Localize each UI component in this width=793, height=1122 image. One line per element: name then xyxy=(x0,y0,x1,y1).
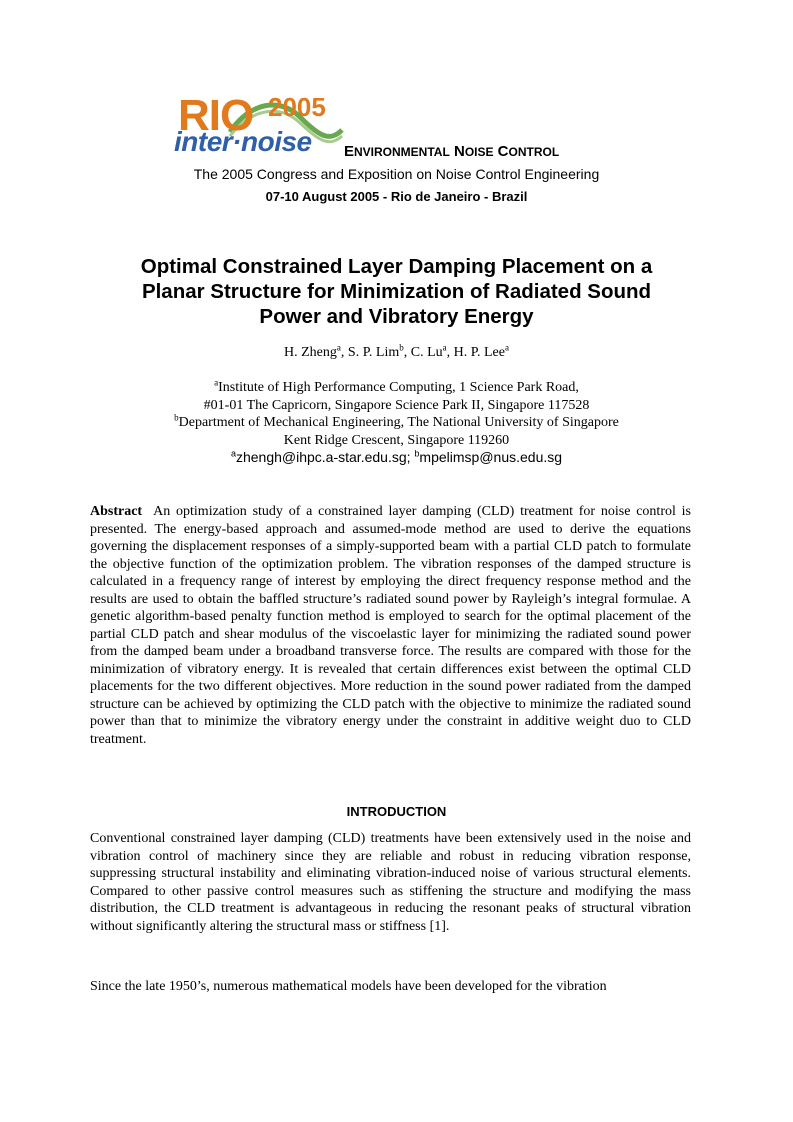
author-list: H. Zheng$^a$, S. P. Lim$^b$, C. Lu$^a$, H. P. Lee$^a$ xyxy=(284,342,509,360)
conference-theme xyxy=(344,143,559,160)
affiliation-a-line2: #01-01 The Capricorn, Singapore Science Park II, Singapore 117528 xyxy=(203,397,590,413)
title-line: Power and Vibratory Energy xyxy=(259,305,534,328)
logo-internoise-text: inter·noise xyxy=(174,126,312,157)
email-sup: b xyxy=(414,448,420,459)
internoise-2005-logo xyxy=(170,92,345,162)
congress-subtitle: The 2005 Congress and Exposition on Noise Control Engineering xyxy=(193,166,600,182)
affil-text: Institute of High Performance Computing, 1 Science Park Road, xyxy=(218,380,579,395)
author-affil-sup: a xyxy=(336,342,341,353)
affiliation-b-line2: Kent Ridge Crescent, Singapore 119260 xyxy=(283,432,510,448)
email-a[interactable]: zhengh@ihpc.a-star.edu.sg; xyxy=(235,449,411,465)
affiliations xyxy=(0,379,793,467)
intro-paragraph-1: Conventional constrained layer damping (CLD) treatments have been extensively used in the noise and vibration control of machinery since they are reliable and robust in reducing vibration response, suppressing structural instability and eliminating vibration-induced noise of various structural elements. Compared to other passive control measures such as stiffening the structure and modifying the mass distribution, the CLD treatment is advantageous in reducing the resonant peaks of structural vibration without significantly altering the structural mass or stiffness [1]. xyxy=(90,831,691,934)
theme-word3-initial: C xyxy=(497,143,509,160)
theme-word2-rest: OISE xyxy=(464,145,494,159)
logo-rio-text: RIO xyxy=(178,91,254,140)
abstract xyxy=(90,503,691,748)
theme-word1-rest: NVIRONMENTAL xyxy=(354,145,450,159)
abstract-label: Abstract xyxy=(90,504,143,519)
theme-word3-rest: ONTROL xyxy=(508,145,560,159)
title-line: Planar Structure for Minimization of Radiated Sound xyxy=(141,280,652,303)
author-affil-sup: b xyxy=(399,342,404,353)
author-affil-sup: a xyxy=(504,342,509,353)
abstract-text: An optimization study of a constrained layer damping (CLD) treatment for noise control is presented. The energy-based approach and assumed-mode method are used to derive the equations governing the displacement responses of a simply-supported beam with a partial CLD patch to formulate the objective function of the optimization problem. The vibration responses of the damped structure is calculated in a frequency range of interest by employing the direct frequency response method and the results are used to obtain the baffled structure’s radiated sound power by Rayleigh’s integral formulae. A genetic algorithm-based penalty function method is employed to search for the optimal placement of the partial CLD patch and shear modulus of the viscoelastic layer for minimizing the radiated sound power from the damped beam under a broadband transverse force. The results are compared with those for the minimization of vibratory energy. It is revealed that certain differences exist between the optimal CLD placements for the two different objectives. More reduction in the sound power radiated from the damped structure can be achieved by optimizing the CLD patch with the objective to minimize the radiated sound power than that to minimize the vibratory energy under the constraint in additive weight duo to CLD treatment. xyxy=(90,504,691,747)
author-affil-sup: a xyxy=(442,342,447,353)
email-b[interactable]: mpelimsp@nus.edu.sg xyxy=(419,449,563,465)
affil-text: Department of Mechanical Engineering, The National University of Singapore xyxy=(178,415,619,430)
intro-paragraph-2: Since the late 1950’s, numerous mathematical models have been developed for the vibration xyxy=(90,979,607,994)
author-emails xyxy=(0,449,793,467)
author-name: H. Zheng xyxy=(284,345,337,360)
section-heading-introduction: INTRODUCTION xyxy=(346,804,447,819)
affil-sup: a xyxy=(214,377,219,388)
author-name: C. Lu xyxy=(410,345,443,360)
title-line: Optimal Constrained Layer Damping Placement on a xyxy=(140,255,653,278)
theme-word2-initial: N xyxy=(453,143,465,160)
paper-title xyxy=(80,254,713,329)
affiliation-b-line1 xyxy=(0,414,793,432)
email-sup: a xyxy=(230,448,236,459)
conference-dates: 07-10 August 2005 - Rio de Janeiro - Brazil xyxy=(265,189,528,204)
author-name: S. P. Lim xyxy=(347,345,400,360)
logo-year-text: 2005 xyxy=(268,92,326,122)
affil-sup: b xyxy=(174,412,179,423)
author-name: H. P. Lee xyxy=(453,345,505,360)
theme-word1-initial: E xyxy=(344,143,355,160)
affiliation-a-line1 xyxy=(0,379,793,397)
